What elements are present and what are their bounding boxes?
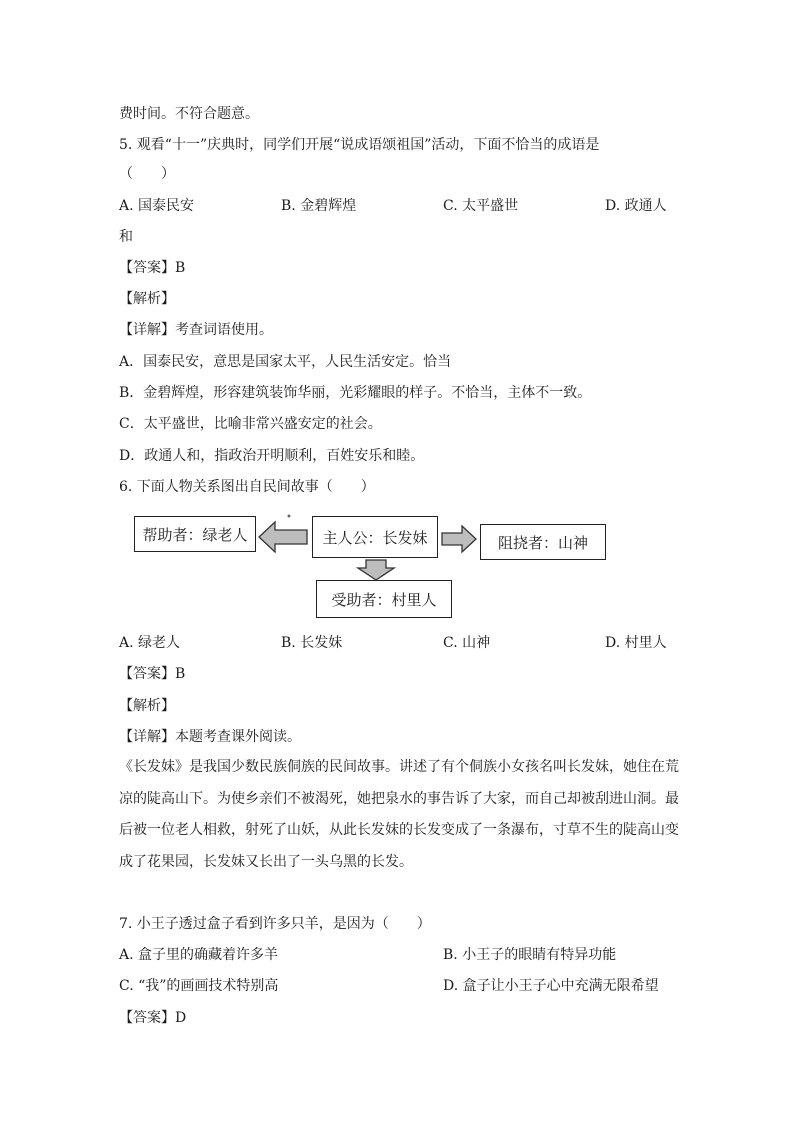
q7-option-b: B. 小王子的眼睛有特异功能 xyxy=(443,947,617,963)
q7-option-a: A. 盒子里的确藏着许多羊 xyxy=(119,947,279,963)
q7-stem: 7. 小王子透过盒子看到许多只羊，是因为（ ） xyxy=(119,916,431,932)
q7-answer: 【答案】D xyxy=(119,1010,187,1026)
q5-paren: （ ） xyxy=(119,166,175,182)
q5-option-a: A. 国泰民安 xyxy=(119,198,195,214)
q5-option-b: B. 金碧辉煌 xyxy=(281,198,357,214)
q6-story-paragraph: 《长发妹》是我国少数民族侗族的民间故事。讲述了有个侗族小女孩名叫长发妹，她住在荒凉的陡高山下。为使乡亲们不被渴死，她把泉水的事告诉了大家，而自己却被刮进山洞。最后被一位老人相救，射死了山妖，从此长发妹的长发变成了一条瀑布，寸草不生的陡高山变成了花果园，长发妹又长出了一头乌黑的长发。 xyxy=(119,759,679,870)
right-arrow-icon xyxy=(440,524,478,554)
q5-detail: 【详解】考查词语使用。 xyxy=(119,322,273,338)
q5-option-d-wrap: 和 xyxy=(119,229,133,245)
q5-explanation-a: A．国泰民安，意思是国家太平，人民生活安定。恰当 xyxy=(119,354,452,370)
continuation-text: 费时间。不符合题意。 xyxy=(119,106,259,122)
q5-stem: 5. 观看“十一”庆典时，同学们开展“说成语颂祖国”活动，下面不恰当的成语是 xyxy=(119,137,600,153)
q6-analysis-title: 【解析】 xyxy=(119,698,175,714)
q5-option-d: D. 政通人 xyxy=(605,198,667,214)
protagonist-box: 主人公：长发妹 xyxy=(312,516,438,558)
character-relationship-diagram xyxy=(130,512,610,620)
q5-analysis-title: 【解析】 xyxy=(119,291,175,307)
helper-box: 帮助者：绿老人 xyxy=(134,516,256,552)
q5-explanation-b: B．金碧辉煌，形容建筑装饰华丽，光彩耀眼的样子。不恰当，主体不一致。 xyxy=(119,385,592,401)
q6-stem: 6. 下面人物关系图出自民间故事（ ） xyxy=(119,479,375,495)
q5-option-c: C. 太平盛世 xyxy=(443,198,519,214)
q6-answer: 【答案】B xyxy=(119,666,186,682)
q5-answer: 【答案】B xyxy=(119,260,186,276)
q6-option-d: D. 村里人 xyxy=(605,635,667,651)
q5-explanation-c: C．太平盛世，比喻非常兴盛安定的社会。 xyxy=(119,416,382,432)
q5-explanation-d: D．政通人和，指政治开明顺利，百姓安乐和睦。 xyxy=(119,448,425,464)
receiver-box: 受助者：村里人 xyxy=(316,580,452,618)
q6-option-c: C. 山神 xyxy=(443,635,491,651)
q7-option-d: D. 盒子让小王子心中充满无限希望 xyxy=(443,978,659,994)
stray-mark: • xyxy=(286,512,292,523)
left-arrow-icon xyxy=(257,520,309,554)
q7-option-c: C. “我”的画画技术特别高 xyxy=(119,978,279,994)
q6-detail: 【详解】本题考查课外阅读。 xyxy=(119,729,301,745)
q6-option-a: A. 绿老人 xyxy=(119,635,181,651)
q6-option-b: B. 长发妹 xyxy=(281,635,343,651)
hinderer-box: 阻挠者：山神 xyxy=(480,524,606,560)
down-arrow-icon xyxy=(356,558,396,582)
